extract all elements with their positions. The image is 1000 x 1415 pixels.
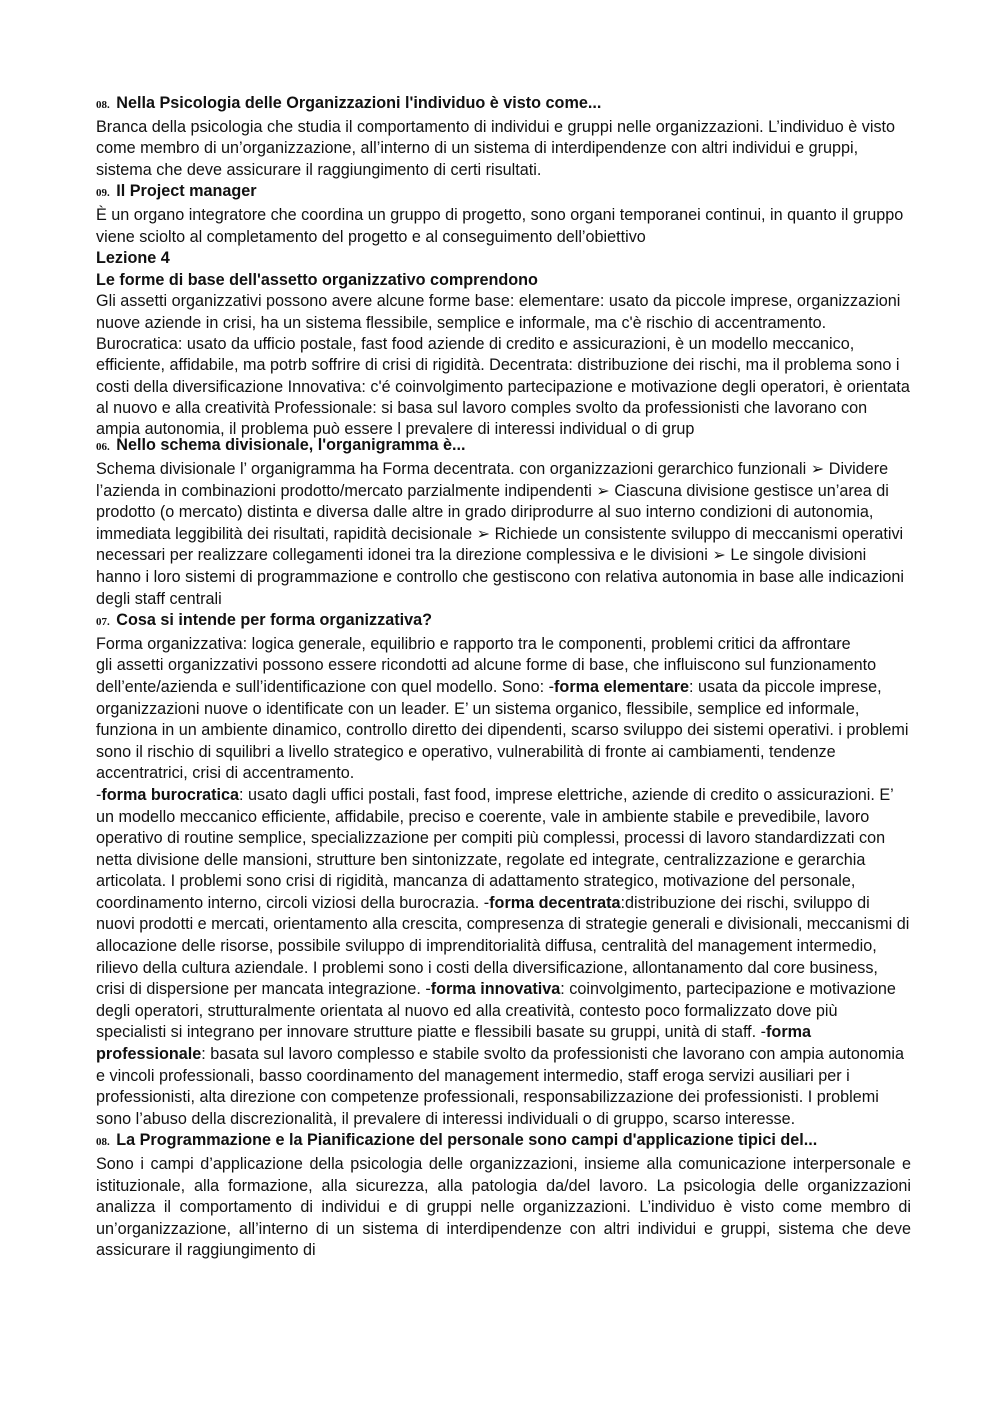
lesson-heading: Lezione 4 — [96, 249, 170, 268]
question-number: 08. — [96, 1136, 110, 1149]
question-08-heading — [96, 93, 911, 117]
question-07-intro: Forma organizzativa: logica generale, equilibrio e rapporto tra le componenti, problemi critici da affrontare — [96, 634, 851, 653]
text-run: : basata sul lavoro complesso e stabile svolto da professionisti che lavorano con ampia autonomia e vincoli professionali, basso coordinamento del management intermedio, staff eroga servizi ausiliari per i professionisti, alta direzione con competenze professionali, responsabilizzazione dei professionisti. I problemi sono l’abuso della discrezionalità, il prevalere di interessi individuali o di gruppo, scarso interesse. — [96, 1045, 905, 1128]
term-forma-decentrata: forma decentrata — [489, 893, 621, 912]
text-run: : usata da piccole imprese, organizzazioni nuove o identificate con un leader. E’ un sistema organico, flessibile, semplice ed informale, funziona in un ambiente dinamico, controllo diretto dei dipendenti, scarso sviluppo dei sistemi operativi. i problemi sono il rischio di squilibri a livello strategico e operativo, vulnerabilità di fronte ai cambiamenti, tendenze accentratrici, crisi di accentramento. — [96, 677, 909, 783]
question-07-paragraph-2 — [96, 785, 911, 1131]
text-run: - — [96, 785, 102, 804]
document-page — [96, 93, 911, 1262]
question-08b-answer: Sono i campi d’applicazione della psicologia delle organizzazioni, insieme alla comunicazione interpersonale e istituzionale, alla formazione, alla sicurezza, alla patologia da/del lavoro. La psicologia delle organizzazioni analizza il comportamento di individui e di gruppi nelle organizzazioni. L’individuo è visto come membro di un’organizzazione, all’interno di un sistema di interdipendenze con altri individui e gruppi, sistema che deve assicurare il raggiungimento di — [96, 1155, 911, 1260]
forme-base-answer: Gli assetti organizzativi possono avere alcune forme base: elementare: usato da piccole imprese, organizzazioni nuove aziende in crisi, ha un sistema flessibile, semplice e informale, ma c'è rischio di accentramento. Burocratica: usato da ufficio postale, fast food aziende di credito e assicurazioni, è un modello meccanico, efficiente, affidabile, ma potrb soffrire di crisi di rigidità. Decentrata: distribuzione dei rischi, ma il problema sono i costi della diversificazione Innovativa: c'é coinvolgimento partecipazione e motivazione degli operatori, è orientata al nuovo e alla creatività Professionale: si basa sul lavoro comples svolto da professionisti che lavorano con ampia autonomia, il problema può essere l prevalere di interessi individual o di grup — [96, 292, 910, 439]
question-title: Nella Psicologia delle Organizzazioni l'individuo è visto come... — [116, 94, 602, 112]
term-forma-innovativa: forma innovativa — [430, 980, 561, 999]
question-number: 09. — [96, 187, 110, 200]
text-run: :distribuzione dei rischi, sviluppo di nuovi prodotti e mercati, orientamento alla crescita, compresenza di strategie generali e divisionali, meccanismi di allocazione delle risorse, possibile sviluppo di imprenditorialità diffusa, centralità del management intermedio, rilievo della cultura aziendale. I problemi sono i costi della diversificazione, allontanamento dal core business, crisi di dispersione per mancata integrazione. - — [96, 893, 910, 999]
question-number: 08. — [96, 99, 110, 111]
question-title: La Programmazione e la Pianificazione del personale sono campi d'applicazione tipici del... — [116, 1131, 818, 1150]
question-09-answer: È un organo integratore che coordina un gruppo di progetto, sono organi temporanei continui, in quanto il gruppo viene sciolto al completamento del progetto e al conseguimento dell’obiettivo — [96, 205, 904, 246]
question-07-heading — [96, 610, 911, 634]
forme-base-heading: Le forme di base dell'assetto organizzativo comprendono — [96, 270, 538, 289]
term-forma-professionale: forma professionale — [96, 1023, 812, 1064]
text-run: gli assetti organizzativi possono essere ricondotti ad alcune forme di base, che influiscono sul funzionamento dell’ente/azienda e sull’identificazione con quel modello. Sono: - — [96, 656, 877, 696]
question-08b-heading — [96, 1130, 911, 1154]
question-number: 07. — [96, 616, 110, 629]
question-06-answer: Schema divisionale l’ organigramma ha Forma decentrata. con organizzazioni gerarchico funzionali ➢ Dividere l’azienda in combinazioni prodotto/mercato parzialmente indipendenti ➢ Ciascuna divisione gestisce un’area di prodotto (o mercato) distinta e diversa dalle altre in grado diriprodurre al suo interno condizioni di autonomia, immediata leggibilità dei risultati, rapidità decisionale ➢ Richiede un consistente sviluppo di meccanismi operativi necessari per realizzare collegamenti idonei tra la direzione complessiva e le divisioni ➢ Le singole divisioni hanno i loro sistemi di programmazione e controllo che gestiscono con relativa autonomia in base alle indicazioni degli staff centrali — [96, 460, 905, 608]
term-forma-burocratica: forma burocratica — [101, 785, 240, 804]
text-run: : usato dagli uffici postali, fast food, imprese elettriche, aziende di credito o assicurazioni. E’ un modello meccanico efficiente, affidabile, preciso e coerente, vale in ambiente stabile e prevedibile, lavoro operativo di routine semplice, specializzazione per compiti più complessi, processi di lavoro standardizzati con netta divisione delle mansioni, strutture ben sintonizzate, regolate ed integrate, centralizzazione e gerarchia articolata. I problemi sono crisi di rigidità, mancanza di adattamento strategico, motivazione del personale, coordinamento interno, circoli viziosi della burocrazia. - — [96, 785, 894, 912]
question-07-paragraph-1 — [96, 655, 911, 785]
term-forma-elementare: forma elementare — [554, 677, 690, 696]
question-number: 06. — [96, 441, 110, 454]
question-09-heading — [96, 181, 911, 205]
question-title: Cosa si intende per forma organizzativa? — [116, 611, 432, 630]
question-title: Il Project manager — [116, 182, 257, 201]
question-title: Nello schema divisionale, l'organigramma è... — [116, 436, 466, 455]
question-08-answer: Branca della psicologia che studia il comportamento di individui e gruppi nelle organizzazioni. L’individuo è visto come membro di un’organizzazione, all’interno di un sistema di interdipendenze con altri individui e gruppi, sistema che deve assicurare il raggiungimento di certi risultati. — [96, 117, 896, 179]
text-run: : coinvolgimento, partecipazione e motivazione degli operatori, strutturalmente orientata al nuovo ed alla creatività, contesto poco formalizzato dove più specialisti si integrano per innovare strutture piatte e flessibili basate su gruppi, unità di staff. - — [96, 980, 896, 1042]
